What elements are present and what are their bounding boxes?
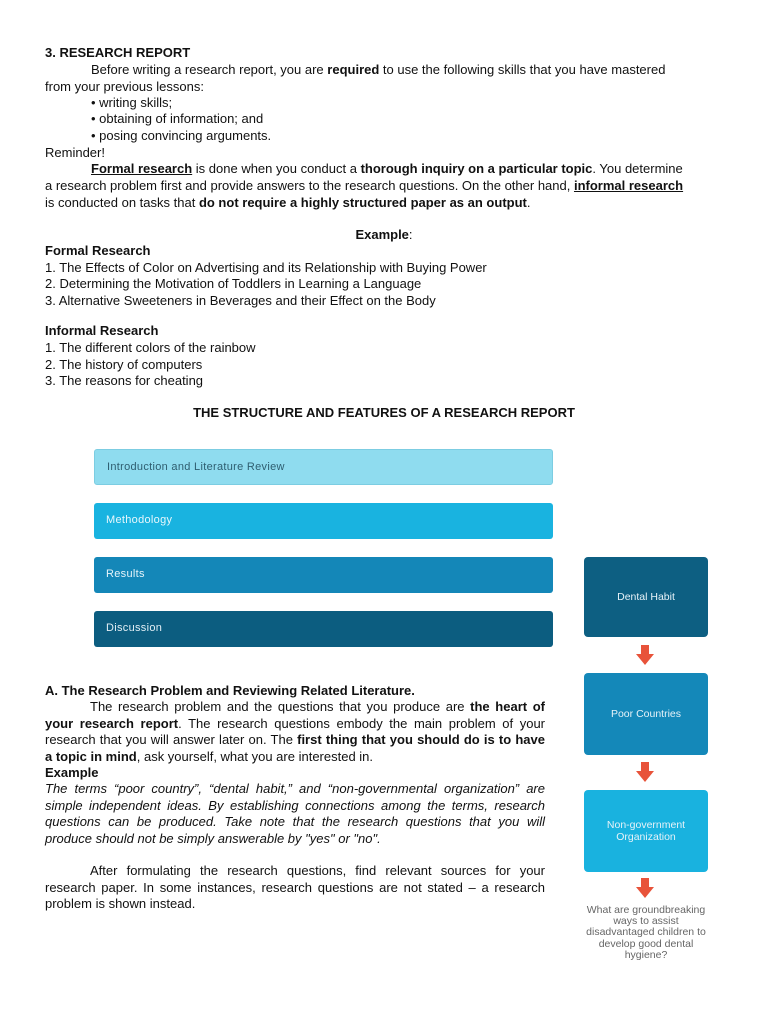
reminder-label: Reminder! — [45, 145, 105, 160]
intro-line-1: Before writing a research report, you are required to use the following skills that you have mastered — [91, 62, 666, 77]
flow-research-question: What are groundbreaking ways to assist disadvantaged children to develop good dental hygiene? — [586, 904, 706, 961]
reminder-line-1: Formal research is done when you conduct a thorough inquiry on a particular topic. You determine — [91, 161, 683, 176]
informal-item: 3. The reasons for cheating — [45, 373, 204, 388]
down-arrow-icon — [636, 645, 654, 665]
structure-bar-results: Results — [94, 557, 553, 593]
section-a-example-label: Example — [45, 765, 99, 780]
informal-item: 1. The different colors of the rainbow — [45, 340, 256, 355]
reminder-line-3: is conducted on tasks that do not require a highly structured paper as an output. — [45, 195, 531, 210]
reminder-line-2: a research problem first and provide answers to the research questions. On the other hand, informal research — [45, 178, 684, 193]
section-a-paragraph: The research problem and the questions that you produce are the heart of your research report. The research questions embody the main problem of your research that you will answer later on. The first thing that you should do is to have a topic in mind, ask yourself, what you are interested in. — [45, 699, 546, 764]
section-a-paragraph-2: After formulating the research questions, find relevant sources for your research paper. In some instances, research questions are not stated – a research problem is shown instead. — [45, 863, 545, 911]
down-arrow-icon — [636, 878, 654, 898]
structure-title: THE STRUCTURE AND FEATURES OF A RESEARCH REPORT — [193, 405, 575, 420]
skill-bullet: • obtaining of information; and — [91, 111, 264, 126]
structure-bar-discussion: Discussion — [94, 611, 553, 647]
example-heading: Example: — [355, 227, 413, 242]
formal-item: 1. The Effects of Color on Advertising and its Relationship with Buying Power — [45, 260, 487, 275]
section-a-example-text: The terms “poor country”, “dental habit,” and “non-governmental organization” are simple independent ideas. By establishing connections among the terms, research questions can be produced. Take note that the research questions that you will produce should not be simply answerable by "yes" or "no". — [45, 781, 545, 846]
structure-bar-methodology: Methodology — [94, 503, 553, 539]
flow-box-non-government-organization: Non-government Organization — [584, 790, 708, 872]
informal-item: 2. The history of computers — [45, 357, 203, 372]
formal-research-title: Formal Research — [45, 243, 151, 258]
skill-bullet: • posing convincing arguments. — [91, 128, 272, 143]
section-a-title: A. The Research Problem and Reviewing Related Literature. — [45, 683, 415, 698]
section-heading: 3. RESEARCH REPORT — [45, 45, 191, 60]
skill-bullet: • writing skills; — [91, 95, 173, 110]
formal-item: 3. Alternative Sweeteners in Beverages and their Effect on the Body — [45, 293, 436, 308]
flow-box-poor-countries: Poor Countries — [584, 673, 708, 755]
informal-research-title: Informal Research — [45, 323, 159, 338]
formal-item: 2. Determining the Motivation of Toddlers in Learning a Language — [45, 276, 422, 291]
flow-box-dental-habit: Dental Habit — [584, 557, 708, 637]
structure-bar-introduction: Introduction and Literature Review — [94, 449, 553, 485]
intro-line-2: from your previous lessons: — [45, 79, 204, 94]
